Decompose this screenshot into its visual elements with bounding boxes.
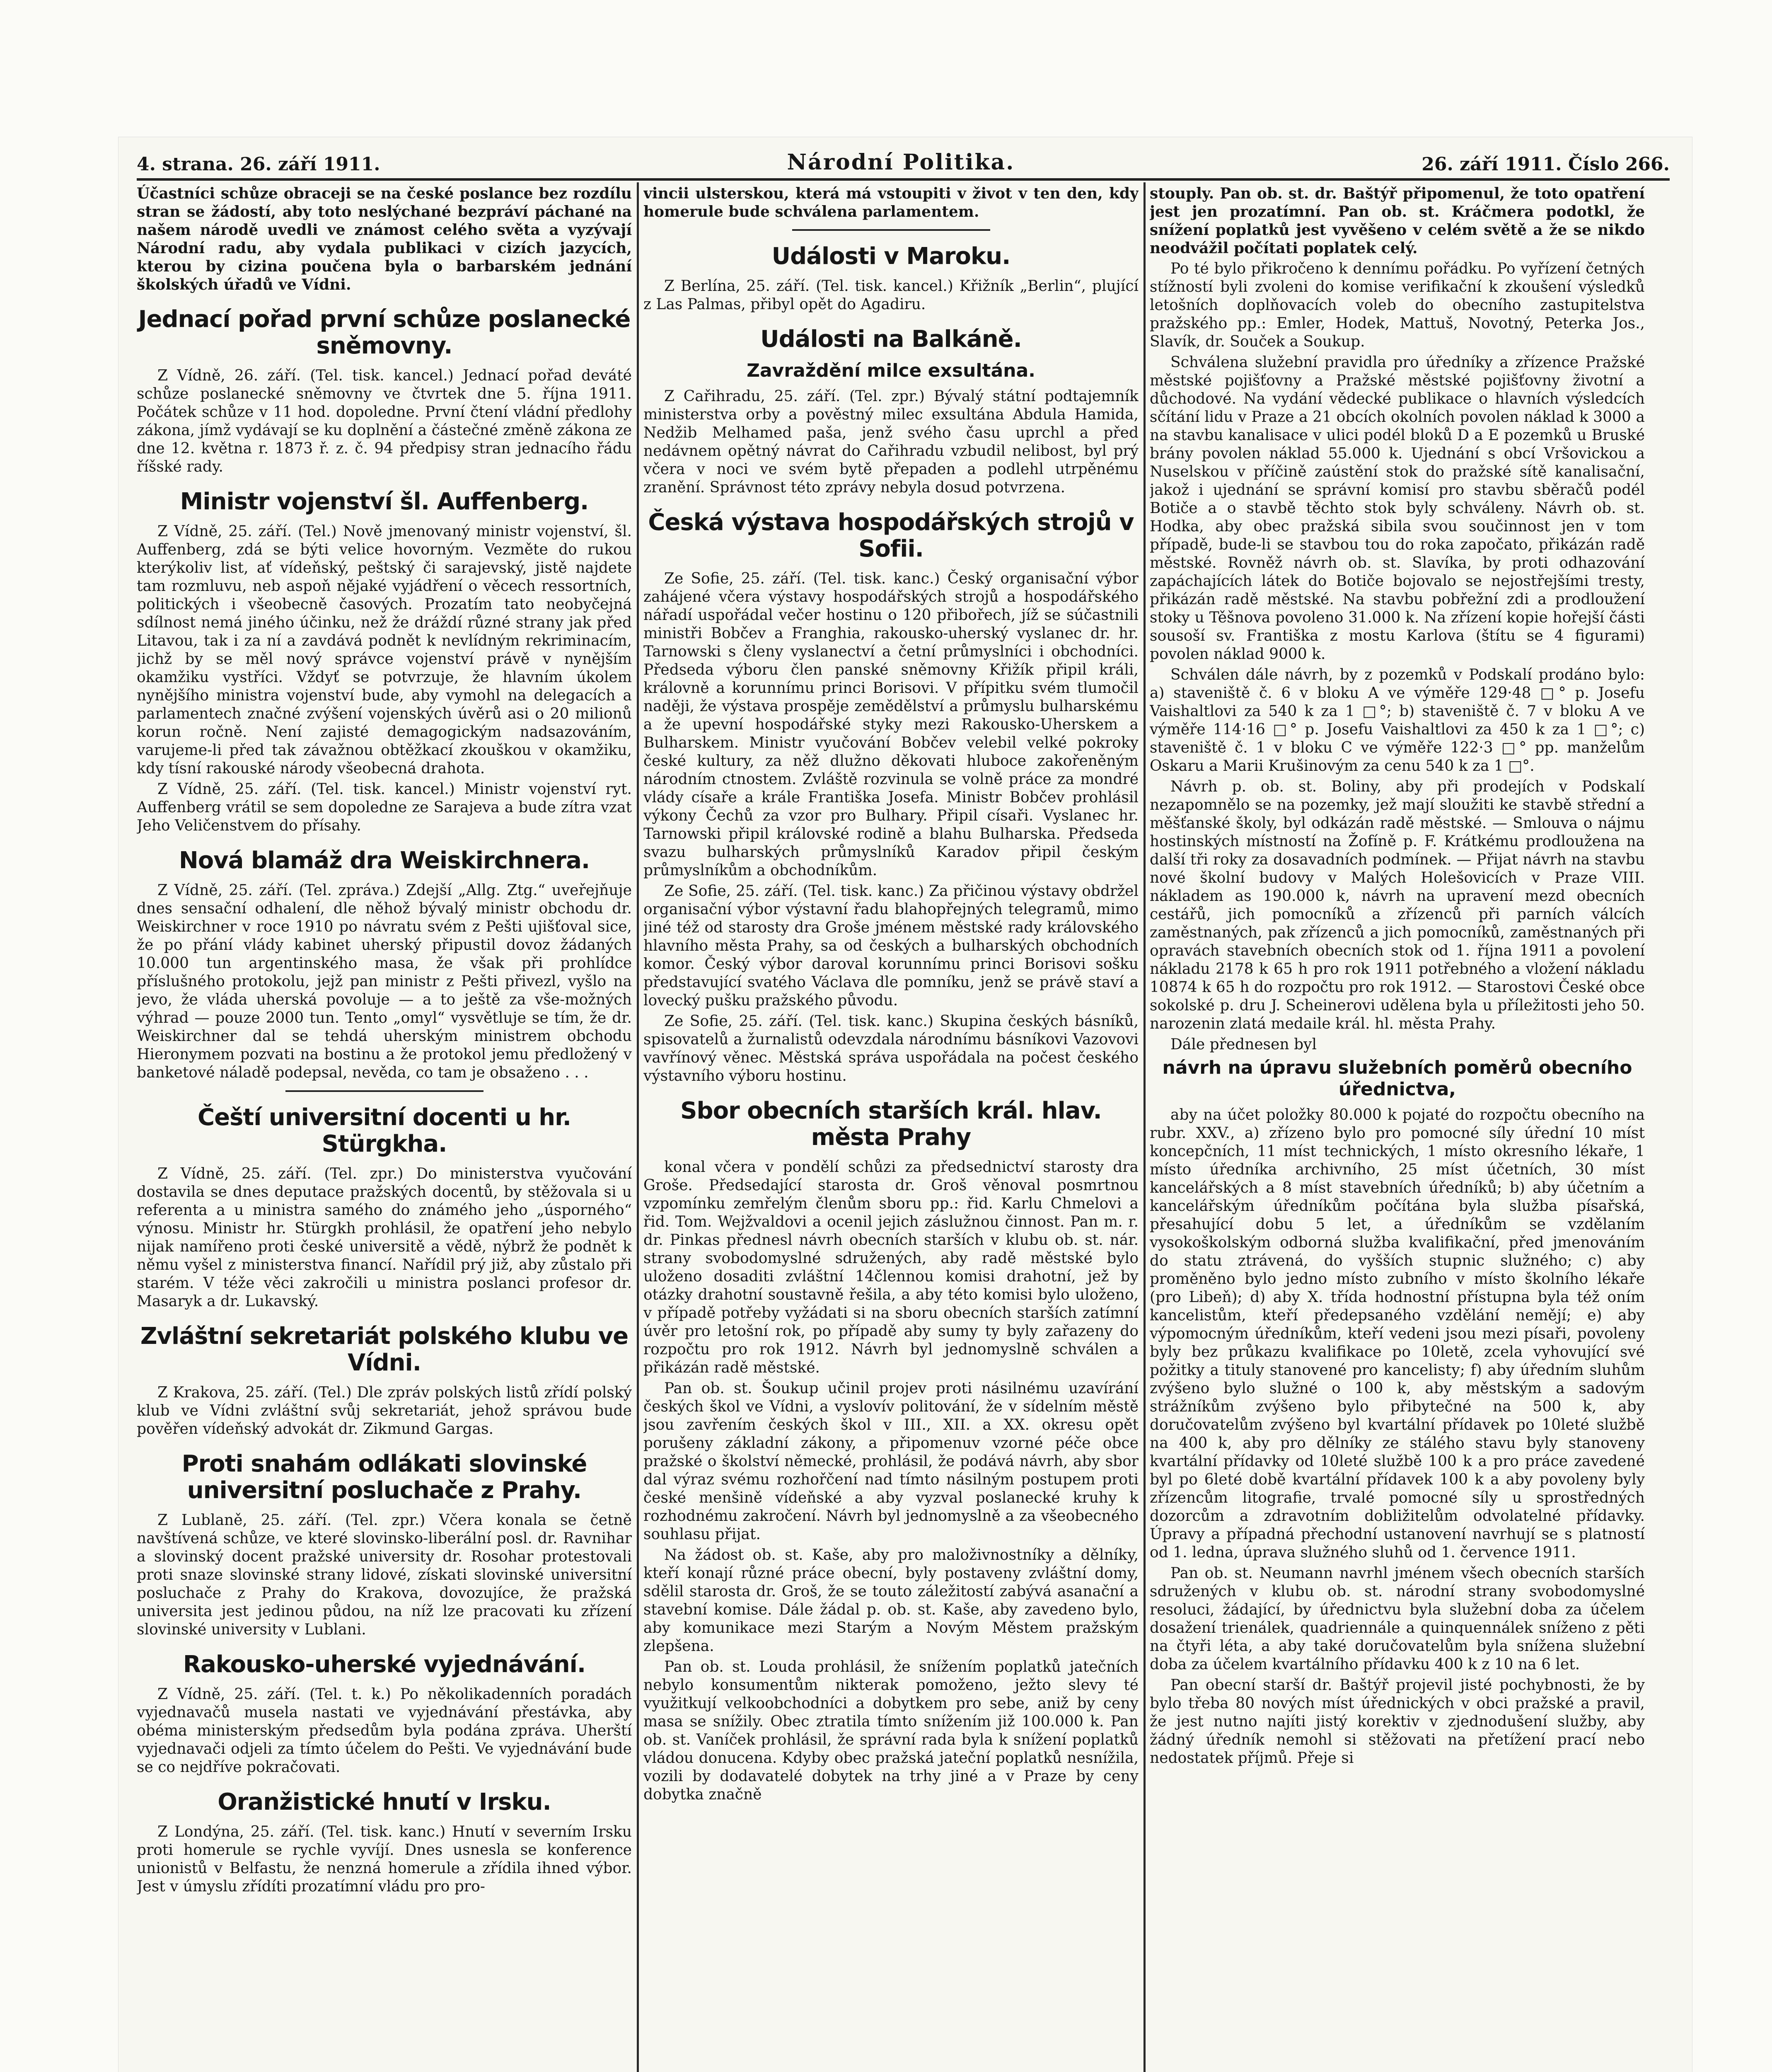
article-paragraph: Schválena služební pravidla pro úředníky a zřízence Pražské městské pojišťovny a Pražské městské pojišťovny životní a důchodové. Na vydání vědecké publikace o hlavních výsledcích sčítání lidu v Praze a 21 obcích okolních povolen náklad k 3000 a na stavbu kanalisace v ulici podél bloků D a E pozemků u Bruské brány povolen náklad 55.000 k. Ujednání s obcí Vršovickou a Nuselskou v příčině zaústění stok do pražské sítě kanalisační, jakož i ujednání se správní komisí pro stavbu sběračů podél Botiče a o stavbě těchto stok byly schváleny. Návrh ob. st. Hodka, aby obec pražská sibila svou součinnost jen v tom případě, bude-li se stavbou tou do roka započato, přikázán radě městské. Rovněž návrh ob. st. Slavíka, by proti odhazování zapáchajících látek do Botiče bojovalo se nejostřejšími tresty, přikázán radě městské. Na stavbu pobřežní zdi a prodloužení stoky u Těšnova povoleno 31.000 k. Na zřízení kopie hořejší části sousoší sv. Františka z mostu Karlova (štítu se 4 figurami) povolen náklad 9000 k. — [1150, 354, 1645, 663]
article-paragraph: Z Vídně, 25. září. (Tel. zpráva.) Zdejší „Allg. Ztg.“ uveřejňuje dnes sensační odhalení, dle něhož bývalý ministr obchodu dr. Weiskirchner v roce 1910 po návratu svém z Pešti ujišťoval sice, že po přání vlády kabinet uherský připustil dovoz žádaných 10.000 tun argentinského masa, že však při prohlídce příslušného protokolu, jejž pan ministr z Pešti přivezl, vyšlo na jevo, že vláda uherská povoluje — a to ještě za vše-možných výhrad — pouze 2000 tun. Tento „omyl“ vysvětluje se tím, že dr. Weiskirchner dal se tehdá uherským ministrem obchodu Hieronymem pozvati na bostinu a že protokol jemu předložený v banketové náladě podepsal, nevěda, co tam je obsaženo . . . — [137, 882, 632, 1081]
article-paragraph: Ze Sofie, 25. září. (Tel. tisk. kanc.) Za přičinou výstavy obdržel organisační výbor výstavní řadu blahopřejných telegramů, mimo jiné též od starosty dra Groše jménem městské rady královského hlavního města Prahy, sa od českých a bulharských obchodních komor. Český výbor daroval korunnímu princi Borisovi sošku představující svatého Václava dle pomníku, jenž se právě staví a lovecký pušku pražského původu. — [643, 883, 1139, 1009]
article-paragraph: Ze Sofie, 25. září. (Tel. tisk. kanc.) Český organisační výbor zahájené včera výstavy hospodářských strojů a hospodářského nářadí uspořádal večer hostinu o 120 přibořech, jíž se súčastnili ministři Bobčev a Franghia, rakousko-uherský vyslanec dr. hr. Tarnowski s členy vyslanectví a četní průmyslníci i obchodníci. Předseda výboru člen panské sněmovny Křižík připil králi, královně a korunnímu princi Borisovi. V přípitku svém tlumočil naději, že výstava prospěje zemědělství a průmyslu bulharskému a že upevní hospodářské styky mezi Rakousko-Uherskem a Bulharskem. Ministr vyučování Bobčev velebil velké pokroky české kultury, za něž dlužno děkovati hluboce zakořeněným národním ctnostem. Zvláště rozvinula se volně práce za mondré vlády císaře a krále Františka Josefa. Ministr Bobčev prohlásil výkony Čechů za vzor pro Bulhary. Připil císaři. Vyslanec hr. Tarnowski připil královské rodině a blahu Bulharska. Předseda svazu bulharských průmyslníků Karadov připil českým průmyslníkům a obchodníkům. — [643, 570, 1139, 879]
article-subtitle: Zavraždění milce exsultána. — [747, 360, 1035, 381]
column-rule-1 — [637, 182, 639, 2072]
article-title: Jednací pořad první schůze poslanecké sněmovny. — [138, 306, 631, 359]
article-paragraph: Pan obecní starší dr. Baštýř projevil jisté pochybnosti, že by bylo třeba 80 nových míst úřednických v obci pražské a pravil, že jest nutno najíti jistý korektiv v zjednodušení služby, aby žádný úředník nemohl si stěžovati na přetížení prací nebo nedostatek příjmů. Přeje si — [1150, 1677, 1645, 1767]
article-paragraph: Z Krakova, 25. září. (Tel.) Dle zpráv polských listů zřídí polský klub ve Vídni zvláštní svůj sekretariát, jehož správou bude pověřen vídeňský advokát dr. Zikmund Gargas. — [137, 1384, 632, 1438]
article-paragraph: Z Vídně, 26. září. (Tel. tisk. kancel.) Jednací pořad deváté schůze poslanecké sněmovny ve čtvrtek dne 5. října 1911. Počátek schůze v 11 hod. dopoledne. První čtení vládní předlohy zákona, jímž vydávají se ku doplnění a částečné změně zákona ze dne 12. května r. 1873 ř. z. č. 94 předpisy stran jednacího řádu říšské rady. — [137, 367, 632, 475]
masthead — [137, 146, 1670, 175]
article-title: Události na Balkáně. — [760, 326, 1022, 353]
column-rule-2 — [1143, 182, 1146, 2072]
page-date-left: 4. strana. 26. září 1911. — [137, 154, 380, 175]
article-paragraph: Z Vídně, 25. září. (Tel. zpr.) Do ministerstva vyučování dostavila se dnes deputace pražských docentů, by stěžovala si u referenta a u ministra samého do známého jeho „úsporného“ výnosu. Ministr hr. Stürgkh prohlásil, že opatření jeho nebylo nijak namířeno proti české universitě a vědě, nýbrž že podnět k němu vyšel z ministerstva financí. Nařídil prý již, aby zůstalo při starém. V téže věci zakročili u ministra poslanci profesor dr. Masaryk a dr. Lukavský. — [137, 1165, 632, 1310]
article-paragraph: Pan ob. st. Louda prohlásil, že snížením poplatků jatečních nebylo konsumentům nikterak pomoženo, ježto slevy té využitkují velkoobchodníci a dobytkem pro sebe, aniž by ceny masa se snížily. Obec ztratila tímto snížením již 100.000 k. Pan ob. st. Vaníček prohlásil, že správní rada byla k snížení poplatků vládou donucena. Kdyby obec pražská jateční poplatků nesnížila, vozili by dodavatelé dobytek na trhy jiné a v Praze by ceny dobytka značně — [643, 1658, 1139, 1803]
article-title: Zvláštní sekretariát polského klubu ve Vídni. — [140, 1323, 629, 1376]
separator — [792, 229, 990, 231]
column-2 — [643, 184, 1139, 2072]
article-paragraph: Z Vídně, 25. září. (Tel. t. k.) Po několikadenních poradách vyjednavačů musela nastati ve vyjednávání přestávka, aby obéma ministerským předsedům byla podána zpráva. Uherští vyjednavači odjeli za tímto účelem do Pešti. Ve vyjednávání bude se co nejdříve pokračovati. — [137, 1686, 632, 1776]
column-1 — [137, 184, 632, 2072]
newspaper-title: Národní Politika. — [787, 150, 1015, 175]
article-paragraph: konal včera v pondělí schůzi za předsednictví starosty dra Groše. Předsedající starosta dr. Groš věnoval posmrtnou vzpomínku zemřelým členům sboru pp.: řid. Karlu Chmelovi a řid. Tom. Wejžvaldovi a ocenil jejich záslužnou činnost. Pan m. r. dr. Pinkas přednesl návrh obecních starších v klubu ob. st. nár. strany svobodomyslné sdružených, aby radě městské bylo uloženo dosaditi zvláštní 14člennou komisi drahotní, jež by otázky drahotní soustavně řešila, a aby této komisi bylo uloženo, v případě potřeby vyžádati si na sboru obecních starších zatímní úvěr pro letošní rok, po případě aby sumy ty byly zařazeny do rozpočtu pro rok 1912. Návrh byl jednomyslně schválen a přikázán radě městské. — [643, 1159, 1139, 1376]
separator — [285, 1090, 483, 1092]
intro-paragraph: Účastníci schůze obraceji se na české poslance bez rozdílu stran se žádostí, aby toto neslýchané bezpráví páchané na našem národě uvedli ve známost celého světa a vyzývají Národní radu, aby vydala publikaci v cizích jazycích, kterou by cizina poučena byla o barbarském jednání školských úřadů ve Vídni. — [137, 185, 632, 293]
article-paragraph: Návrh p. ob. st. Boliny, aby při prodejích v Podskalí nezapomnělo se na pozemky, jež mají sloužiti ke stavbě střední a měšťanské školy, byl odkázán radě městské. — Smlouva o nájmu hostinských místností na Žofíně p. F. Krátkému prodloužena na další tři roky za dosavadních podmínek. — Přijat návrh na stavbu nové školní budovy v Malých Holešovicích v Praze VIII. nákladem as 190.000 k, návrh na upravení mezd obecních cestářů, jich pomocníků a zřízenců při parních válcích zaměstnaných, pak zřízenců a jich pomocníků, zaměstnaných při opravách stavebních obecních stok od 1. října 1911 a povolení nákladu 2178 k 65 h pro rok 1911 potřebného a vložení nákladu 10874 k 65 h do rozpočtu pro rok 1912. — Starostovi České obce sokolské p. dru J. Scheinerovi udělena byla u příležitosti jeho 50. narozenin zlatá medaile král. hl. města Prahy. — [1150, 778, 1645, 1032]
article-paragraph: Ze Sofie, 25. září. (Tel. tisk. kanc.) Skupina českých básníků, spisovatelů a žurnalistů odevzdala národnímu básníkovi Vazovovi vavřínový věnec. Městská správa uspořádala na počest českého výstavního výboru hostinu. — [643, 1013, 1139, 1084]
article-title: Čeští universitní docenti u hr. Stürgkha. — [198, 1104, 571, 1157]
article-paragraph: Z Londýna, 25. září. (Tel. tisk. kanc.) Hnutí v severním Irsku proti homerule se rychle vyvíjí. Dnes usnesla se konference unionistů v Belfastu, že nenzná homerule a zřídila ihned výbor. Jest v úmyslu zřídíti prozatímní vládu pro pro- — [137, 1823, 632, 1895]
continued-paragraph: stouply. Pan ob. st. dr. Baštýř připomenul, že toto opatření jest jen prozatímní. Pan ob. st. Kráčmera podotkl, že snížení poplatků jest vyvěšeno v celém světě a že se nikdo neodvážil počítati poplatek celý. — [1150, 185, 1645, 257]
article-paragraph: aby na účet položky 80.000 k pojaté do rozpočtu obecního na rubr. XXV., a) zřízeno bylo pro pomocné síly úřední 10 míst koncepčních, 11 míst technických, 1 místo okresního lékaře, 1 místo úředníka archivního, 25 míst účetních, 30 míst kancelářských a 8 míst stavebních úředníků; b) aby účetním a kancelářským úředníkům počítána byla služba písařská, přesahující dobu 5 let, a úředníkům se vzdělaním vysokoškolským odborná služba kvalifikační, před jmenováním do statu ztrávená, do vyšších stupnic služného; c) aby proměněno bylo jedno místo zubního v místo školního lékaře (pro Libeň); d) aby X. třída hodnostní přístupna byla též oním kancelistům, kteří předepsaného vzdělání nemějí; e) aby výpomocným úředníkům, kteří vedeni jsou mezi písaři, povoleny byly bez průkazu kvalifikace po 10letě, zcela vyhovující své požitky a tituly stanovené pro kancelisty; f) aby úředním sluhům zvýšeno bylo služné o 100 k, aby městským a sadovým strážníkům zvýšeno bylo přibytečné na 500 k, aby doručovatelům zvýšeno byl kvartální přídavek po 10leté službě na 400 k, aby pro dělníky ze stálého stavu byly stanoveny kvartální přídavky od 10leté službě 100 k a pro práce zavedené byl po 6leté době kvartální přídavek 100 k a aby povoleny byly zřízencům litografie, trvalé pomocné síly u sprostředných dozorcům a zdravotním dobližitelům odvolatelné přídavky. Úpravy a případná přechodní ustanovení navrhují se s platností od 1. ledna, úprava služného sluhů od 1. července 1911. — [1150, 1106, 1645, 1561]
article-paragraph: Z Vídně, 25. září. (Tel. tisk. kancel.) Ministr vojenství ryt. Auffenberg vrátil se sem dopoledne ze Sarajeva a bude zítra vzat Jeho Veličenstvem do přísahy. — [137, 781, 632, 834]
header-rule — [137, 178, 1670, 181]
article-title: Česká výstava hospodářských strojů v Sofii. — [648, 509, 1134, 562]
article-title: návrh na úpravu služebních poměrů obecního úřednictva, — [1162, 1057, 1632, 1100]
article-paragraph: Schválen dále návrh, by z pozemků v Podskalí prodáno bylo: a) staveniště č. 6 v bloku A ve výměře 129·48 □° p. Josefu Vaishaltlovi za 540 k za 1 □°; b) staveniště č. 7 v bloku A ve výměře 114·16 □° p. Josefu Vaishaltlovi za 450 k za 1 □°; c) staveniště č. 1 v bloku C ve výměře 122·3 □° pp. manželům Oskaru a Marii Krušinovým za cenu 540 k za 1 □°. — [1150, 666, 1645, 775]
continued-paragraph: vincii ulsterskou, která má vstoupiti v život v ten den, kdy homerule bude schválena parlamentem. — [643, 185, 1139, 220]
article-paragraph: Dále přednesen byl — [1170, 1036, 1317, 1053]
article-title: Ministr vojenství šl. Auffenberg. — [180, 488, 589, 515]
article-title: Události v Maroku. — [771, 243, 1010, 270]
article-title: Rakousko-uherské vyjednávání. — [183, 1651, 586, 1678]
article-paragraph: Na žádost ob. st. Kaše, aby pro maloživnostníky a dělníky, kteří konají různé práce obecní, byly postaveny zvláštní domy, sdělil starosta dr. Groš, že se touto záležitostí zabývá asanační a stavební komise. Dále žádal p. ob. st. Kaše, aby zavedeno bylo, aby komunikace mezi Starým a Novým Městem pražským zlepšena. — [643, 1547, 1139, 1655]
article-paragraph: Z Berlína, 25. září. (Tel. tisk. kancel.) Křižník „Berlin“, plující z Las Palmas, přibyl opět do Agadiru. — [643, 278, 1139, 313]
article-title: Proti snahám odlákati slovinské universitní posluchače z Prahy. — [181, 1450, 587, 1504]
column-3 — [1150, 184, 1645, 2072]
article-paragraph: Po té bylo přikročeno k dennímu pořádku. Po vyřízení četných stížností byli zvoleni do komise verifikační k zkoušení výsledků letošních doplňovacích voleb do obecního zastupitelstva pražského pp.: Emler, Hodek, Mattuš, Novotný, Peterka Jos., Slavík, dr. Souček a Soukup. — [1150, 260, 1645, 350]
article-paragraph: Z Cařihradu, 25. září. (Tel. zpr.) Bývalý státní podtajemník ministerstva orby a pověstný milec exsultána Abdula Hamida, Nedžib Melhamed paša, jenž svého času uprchl a před nedávnem opětný návrat do Cařihradu vzbudil nelibost, byl prý včera v noci ve svém bytě přepaden a podlehl utrpěnému zranění. Správnost této zprávy nebyla dosud potvrzena. — [643, 388, 1139, 496]
page-date-right: 26. září 1911. Číslo 266. — [1421, 154, 1670, 175]
article-paragraph: Pan ob. st. Neumann navrhl jménem všech obecních starších sdružených v klubu ob. st. národní strany svobodomyslné resoluci, žádající, by úřednictvu byla služební doba za účelem dosažení trienálek, quadriennále a quinquennálek sníženo z pěti na čtyři léta, a aby také doručovatelům byla snížena služební doba za účelem kvartálního přídavku 400 k z 10 na 6 let. — [1150, 1565, 1645, 1673]
article-title: Oranžistické hnutí v Irsku. — [218, 1789, 551, 1815]
article-paragraph: Pan ob. st. Šoukup učinil projev proti násilnému uzavírání českých škol ve Vídni, a vyslovív politování, že v sídelním městě jsou zavřením českých škol v III., XII. a XX. okresu opět porušeny základní zákony, a připomenuv vzorné péče obce pražské o školství německé, prohlásil, že podává návrh, aby sbor dal výraz svému rozhořčení nad tímto násilným postupem proti české menšině vídeňské a aby vyzval poslanecké kruhy k rozhodnému zakročení. Návrh byl jednomyslně a za všeobecného souhlasu přijat. — [643, 1380, 1139, 1543]
article-title: Nová blamáž dra Weiskirchnera. — [179, 847, 590, 874]
article-paragraph: Z Lublaně, 25. září. (Tel. zpr.) Včera konala se četně navštívená schůze, ve které slovinsko-liberální posl. dr. Ravnihar a slovinský docent pražské university dr. Rosohar protestovali proti snaze slovinské strany lidové, získati slovinské universitní posluchače z Prahy do Krakova, dovozujíce, že pražská universita jest jedinou půdou, na níž lze pracovati ku zřízení slovinské university v Lublani. — [137, 1512, 632, 1638]
article-title: Sbor obecních starších král. hlav. města Prahy — [680, 1097, 1102, 1151]
article-paragraph: Z Vídně, 25. září. (Tel.) Nově jmenovaný ministr vojenství, šl. Auffenberg, zdá se býti velice hovorným. Vezměte do rukou kterýkoliv list, ať vídeňský, peštský či sarajevský, jistě najdete tam rozmluvu, neb aspoň nějaké vyjádření o věcech ressortních, politických i všeobecně časových. Prozatím tato neobyčejná sdílnost nemá jiného účinku, než že dráždí různé strany jak před Litavou, tak i za ní a zavdává podnět k nevlídným rekriminacím, jichž by se měl nový správce vojenství právě v nynějším okamžiku vystříci. Vždyť se potvrzuje, že hlavním úkolem nynějšího ministra vojenství bude, aby vymohl na delegacích a parlamentech značné zvýšení vojenských úvěrů asi o 20 milionů korun ročně. Není zajisté demagogickým nadsazováním, varujeme-li před tak závažnou obtěžkací zkouškou v okamžiku, kdy tísní rakouské národy všeobecná drahota. — [137, 523, 632, 777]
